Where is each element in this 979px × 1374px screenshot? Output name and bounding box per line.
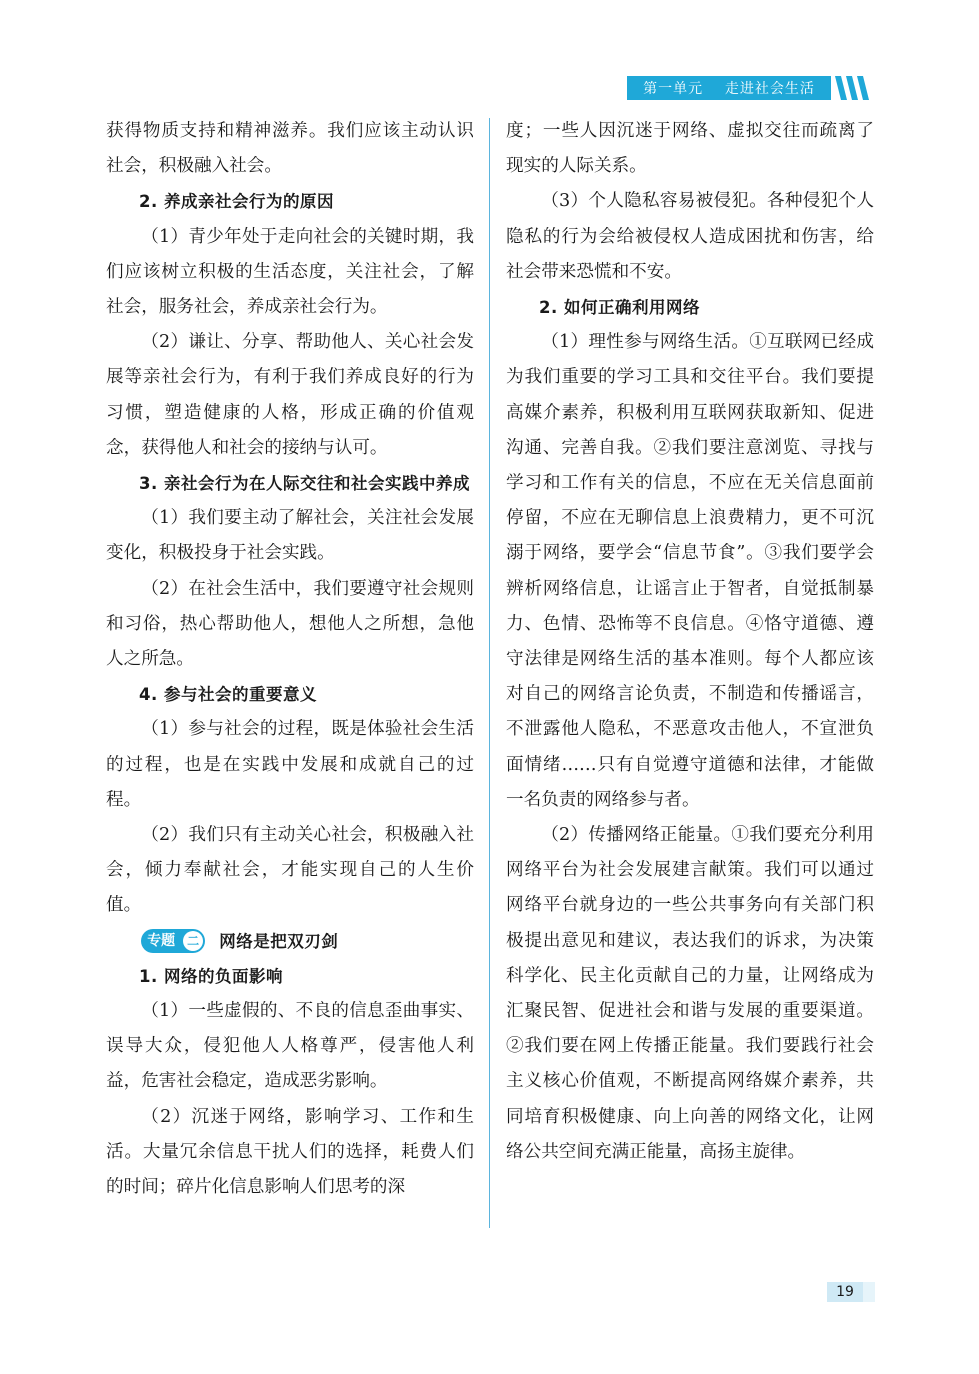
topic-badge-number: 二 xyxy=(183,931,203,951)
right-column xyxy=(506,114,874,1170)
paragraph: （1）理性参与网络生活。①互联网已经成为我们重要的学习工具和交往平台。我们要提高媒介素养，积极利用互联网获取新知、促进沟通、完善自我。②我们要注意浏览、寻找与学习和工作有关的信息，不应在无关信息面前停留，不应在无聊信息上浪费精力，更不可沉溺于网络，要学会“信息节食”。③我们要学会辨析网络信息，让谣言止于智者，自觉抵制暴力、色情、恐怖等不良信息。④恪守道德、遵守法律是网络生活的基本准则。每个人都应该对自己的网络言论负责，不制造和传播谣言，不泄露他人隐私，不恶意攻击他人，不宣泄负面情绪……只有自觉遵守道德和法律，才能做一名负责的网络参与者。 xyxy=(506,332,874,810)
paragraph: （3）个人隐私容易被侵犯。各种侵犯个人隐私的行为会给被侵权人造成困扰和伤害，给社会带来恐慌和不安。 xyxy=(506,191,874,282)
topic-title: 网络是把双刃剑 xyxy=(219,931,339,951)
paragraph: 获得物质支持和精神滋养。我们应该主动认识社会，积极融入社会。 xyxy=(106,121,474,177)
page-number xyxy=(827,1282,875,1302)
section-heading: 1. 网络的负面影响 xyxy=(139,966,283,986)
topic-badge xyxy=(141,929,205,953)
page-number-label: 19 xyxy=(827,1282,863,1302)
paragraph: （2）我们只有主动关心社会，积极融入社会，倾力奉献社会，才能实现自己的人生价值。 xyxy=(106,825,474,916)
unit-header-label: 第一单元 走进社会生活 xyxy=(627,76,831,100)
section-heading: 4. 参与社会的重要意义 xyxy=(139,685,317,705)
section-heading: 2. 如何正确利用网络 xyxy=(539,298,700,318)
paragraph: （2）沉迷于网络，影响学习、工作和生活。大量冗余信息干扰人们的选择，耗费人们的时间；碎片化信息影响人们思考的深 xyxy=(106,1106,474,1198)
page-number-decoration xyxy=(863,1282,875,1302)
paragraph: 度；一些人因沉迷于网络、虚拟交往而疏离了现实的人际关系。 xyxy=(506,121,874,177)
paragraph: （1）一些虚假的、不良的信息歪曲事实、误导大众，侵犯他人人格尊严，侵害他人利益，危害社会稳定，造成恶劣影响。 xyxy=(106,1001,474,1092)
topic-badge-text: 专题 xyxy=(147,933,176,950)
section-heading: 2. 养成亲社会行为的原因 xyxy=(139,192,334,212)
paragraph: （2）在社会生活中，我们要遵守社会规则和习俗，热心帮助他人，想他人之所想，急他人之所急。 xyxy=(106,578,474,670)
paragraph: （1）青少年处于走向社会的关键时期，我们应该树立积极的生活态度，关注社会，了解社会，服务社会，养成亲社会行为。 xyxy=(106,226,474,318)
paragraph: （1）我们要主动了解社会，关注社会发展变化，积极投身于社会实践。 xyxy=(106,508,474,564)
unit-header xyxy=(627,76,875,100)
left-column xyxy=(106,114,474,1205)
section-heading: 3. 亲社会行为在人际交往和社会实践中养成 xyxy=(139,474,470,494)
column-divider xyxy=(489,118,490,1228)
topic-heading xyxy=(106,924,474,959)
paragraph: （2）传播网络正能量。①我们要充分利用网络平台为社会发展建言献策。我们可以通过网络平台就身边的一些公共事务向有关部门积极提出意见和建议，表达我们的诉求，为决策科学化、民主化贡献自己的力量，让网络成为汇聚民智、促进社会和谐与发展的重要渠道。②我们要在网上传播正能量。我们要践行社会主义核心价值观，不断提高网络媒介素养，共同培育积极健康、向上向善的网络文化，让网络公共空间充满正能量，高扬主旋律。 xyxy=(506,825,874,1162)
paragraph: （2）谦让、分享、帮助他人、关心社会发展等亲社会行为，有利于我们养成良好的行为习惯，塑造健康的人格，形成正确的价值观念，获得他人和社会的接纳与认可。 xyxy=(106,332,474,458)
header-slashes-decoration xyxy=(831,76,875,100)
paragraph: （1）参与社会的过程，既是体验社会生活的过程，也是在实践中发展和成就自己的过程。 xyxy=(106,719,474,810)
